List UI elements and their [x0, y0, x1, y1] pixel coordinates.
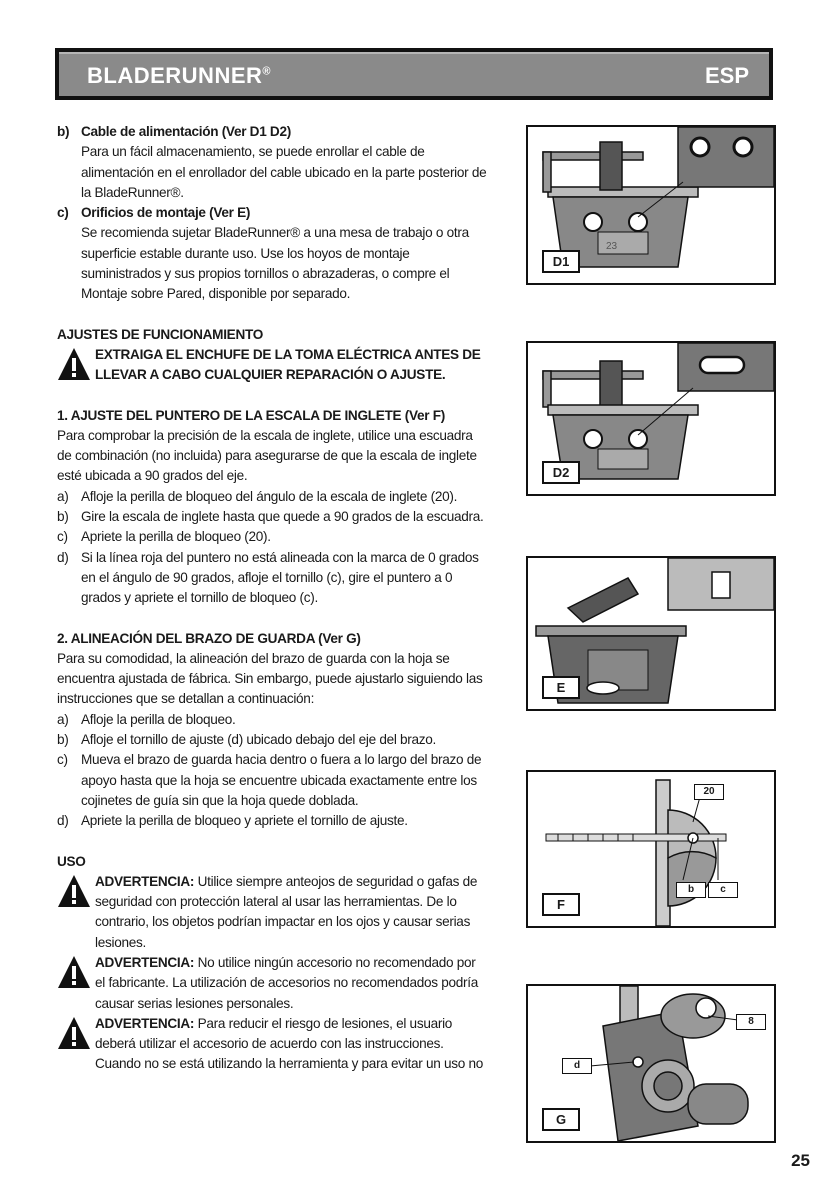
callout-c: c: [708, 882, 738, 898]
s2-step-d-marker: d): [57, 813, 69, 829]
brand-title: [87, 63, 271, 89]
figure-d2-label: D2: [542, 461, 580, 484]
s1-step-d-marker: d): [57, 549, 69, 565]
section-c-label: c): [57, 205, 69, 221]
uso-warning-3: [57, 1014, 487, 1075]
s1-intro: Para comprobar la precisión de la escala de inglete, utilice una escuadra de combinación (no incluida) para asegurarse de que la escala de inglete esté ubicada a 90 grados del eje.: [57, 427, 477, 484]
language-code: ESP: [704, 63, 749, 88]
uso-warning-1: [57, 872, 487, 953]
s1-step-a-marker: a): [57, 488, 69, 504]
spacer: [57, 832, 487, 852]
s1-title: 1. AJUSTE DEL PUNTERO DE LA ESCALA DE INGLETE (Ver F): [57, 407, 445, 423]
s2-step-a-text: Afloje la perilla de bloqueo.: [81, 711, 236, 727]
figure-f-label: F: [542, 893, 580, 916]
s2-step-c-marker: c): [57, 752, 68, 768]
section-c-title-text: Orificios de montaje (Ver E): [81, 205, 251, 221]
page-number: 25: [791, 1151, 810, 1170]
s2-step-b: [57, 730, 487, 750]
spacer: [57, 609, 487, 629]
s1-step-b-marker: b): [57, 509, 69, 525]
uso-warning-2-label: ADVERTENCIA:: [95, 954, 195, 970]
page-header: [55, 48, 773, 100]
callout-8: 8: [736, 1014, 766, 1030]
ajustes-title: AJUSTES DE FUNCIONAMIENTO: [57, 326, 263, 342]
uso-warning-3-text: Para reducir el riesgo de lesiones, el usuario deberá utilizar el accesorio de acuerdo con las instrucciones. Cuando no se está utilizando la herramienta y para evitar un uso no: [95, 1015, 483, 1072]
s2-step-d: [57, 811, 487, 831]
figure-g: [526, 984, 776, 1143]
callout-d: d: [562, 1058, 592, 1074]
s1-step-c: [57, 527, 487, 547]
uso-warning-1-label: ADVERTENCIA:: [95, 873, 195, 889]
s2-intro: Para su comodidad, la alineación del brazo de guarda con la hoja se encuentra ajustada de fábrica. Sin embargo, puede ajustarlo siguiendo las instrucciones que se detallan a continuación:: [57, 650, 483, 707]
registered-mark: ®: [262, 65, 271, 78]
callout-20: 20: [694, 784, 724, 800]
s1-step-b: [57, 507, 487, 527]
s2-step-b-marker: b): [57, 732, 69, 748]
figure-d1-number: 23: [606, 241, 618, 252]
s2-step-a: [57, 710, 487, 730]
s1-step-a-text: Afloje la perilla de bloqueo del ángulo de la escala de inglete (20).: [81, 488, 458, 504]
spacer: [57, 386, 487, 406]
s2-step-c-text: Mueva el brazo de guarda hacia dentro o fuera a lo largo del brazo de apoyo hasta que la hoja se encuentre ubicada exactamente entre los cojinetes de guía sin que la hoja quede doblada.: [81, 752, 482, 808]
section-c-body: Se recomienda sujetar BladeRunner® a una mesa de trabajo o otra superficie estable durante uso. Use los hoyos de montaje suministrados y sus propios tornillos o abrazaderas, o compre el Montaje sobre Pared, disponible por separado.: [81, 225, 469, 302]
brand-name: BLADERUNNER: [87, 63, 263, 88]
figure-f: [526, 770, 776, 928]
figure-e-label: E: [542, 676, 580, 699]
s1-step-d: [57, 548, 487, 609]
s1-step-d-text: Si la línea roja del puntero no está alineada con la marca de 0 grados en el ángulo de 90 grados, afloje el tornillo (c), gire el puntero a 0 grados y apriete el tornillo de bloqueo (c).: [81, 549, 479, 606]
ajustes-warning-text: EXTRAIGA EL ENCHUFE DE LA TOMA ELÉCTRICA ANTES DE LLEVAR A CABO CUALQUIER REPARACIÓN O AJUSTE.: [95, 346, 481, 383]
section-c-title: [57, 203, 487, 223]
s2-step-d-text: Apriete la perilla de bloqueo y apriete el tornillo de ajuste.: [81, 813, 408, 829]
warning-triangle-icon: [57, 874, 91, 908]
warning-triangle-icon: [57, 955, 91, 989]
s2-step-b-text: Afloje el tornillo de ajuste (d) ubicado debajo del eje del brazo.: [81, 732, 437, 748]
uso-title: USO: [57, 853, 86, 869]
figure-d1: [526, 125, 776, 285]
s1-step-b-text: Gire la escala de inglete hasta que quede a 90 grados de la escuadra.: [81, 509, 484, 525]
section-b-title: [57, 122, 487, 142]
callout-b: b: [676, 882, 706, 898]
uso-warning-2: [57, 953, 487, 1014]
figure-g-label: G: [542, 1108, 580, 1131]
uso-warning-1-text: Utilice siempre anteojos de seguridad o gafas de seguridad con protección lateral al usar las herramientas. De lo contrario, los objetos podrían impactar en los ojos y causar serias lesiones.: [95, 873, 478, 950]
header-inner: [59, 52, 769, 96]
s2-step-a-marker: a): [57, 711, 69, 727]
s1-step-c-text: Apriete la perilla de bloqueo (20).: [81, 529, 271, 545]
spacer: [57, 305, 487, 325]
section-b-body: Para un fácil almacenamiento, se puede enrollar el cable de alimentación en el enrollador del cable ubicado en la parte posterior de la BladeRunner®.: [81, 144, 487, 200]
s1-step-c-marker: c): [57, 529, 68, 545]
s1-step-a: [57, 487, 487, 507]
warning-triangle-icon: [57, 1016, 91, 1050]
figure-d2: [526, 341, 776, 496]
uso-warning-3-label: ADVERTENCIA:: [95, 1015, 195, 1031]
uso-warning-2-text: No utilice ningún accesorio no recomendado por el fabricante. La utilización de accesorios no recomendados podría causar serias lesiones personales.: [95, 954, 478, 1011]
warning-triangle-icon: [57, 347, 91, 381]
text-column: [57, 122, 487, 1075]
s2-step-c: [57, 750, 487, 811]
section-b-title-text: Cable de alimentación (Ver D1 D2): [81, 124, 291, 139]
s2-title: 2. ALINEACIÓN DEL BRAZO DE GUARDA (Ver G): [57, 630, 361, 646]
figure-d1-label: D1: [542, 250, 580, 273]
section-b-label: b): [57, 124, 70, 139]
ajustes-warning: [57, 345, 487, 386]
figure-e: [526, 556, 776, 711]
